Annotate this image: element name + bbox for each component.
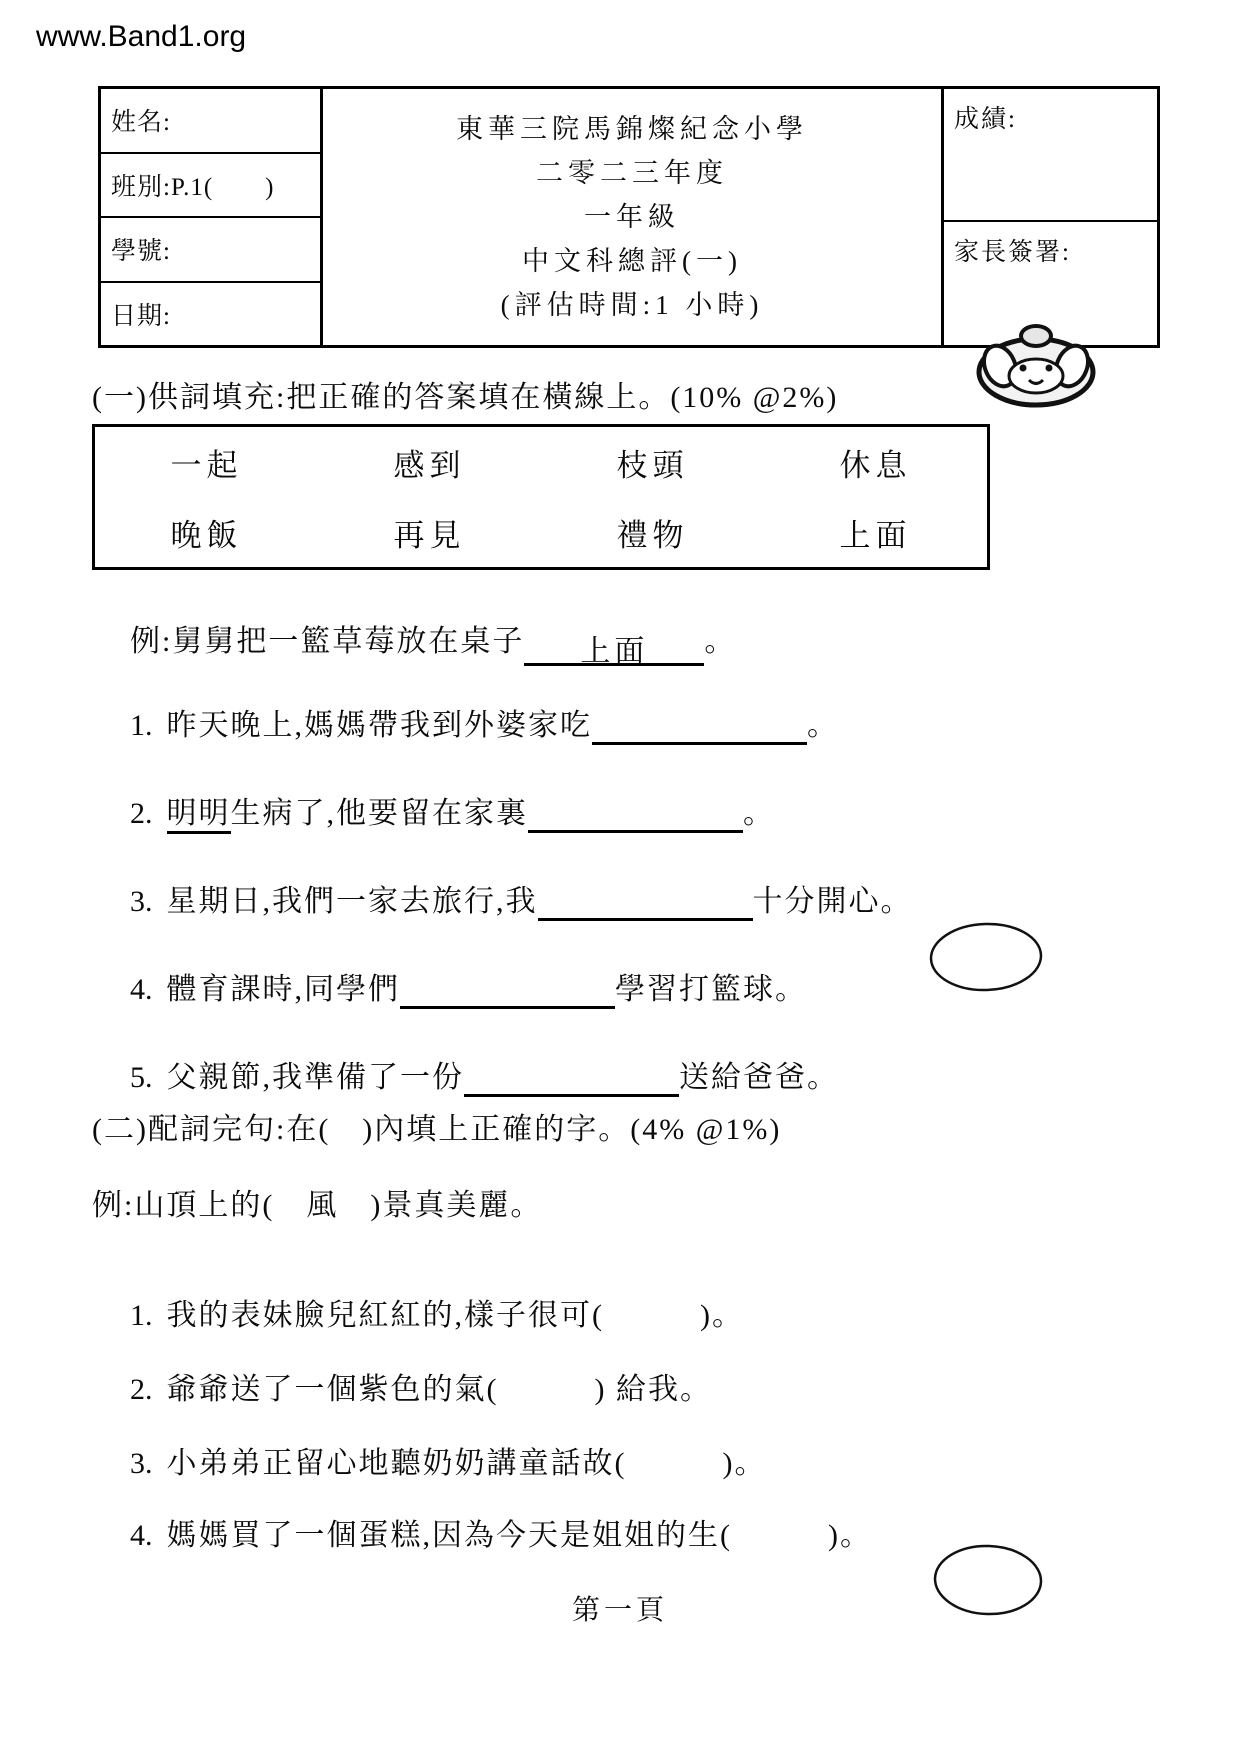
watermark-url: www.Band1.org <box>36 20 247 53</box>
question-text-before: 父親節,我準備了一份 <box>166 1061 464 1094</box>
question-text-before: 星期日,我們一家去旅行,我 <box>166 885 538 918</box>
word-bank-row <box>95 510 987 555</box>
question-text-after: 學習打籃球。 <box>615 973 807 1006</box>
question-text-before: 生病了,他要留在家裏 <box>230 797 528 830</box>
question-number: 2. <box>130 1373 153 1406</box>
example-sentence: 例:山頂上的( 風 )景真美麗。 <box>92 1189 543 1222</box>
question-number: 4. <box>130 973 153 1006</box>
word-bank-item: 休息 <box>839 447 912 483</box>
question-text-after: 送給爸爸。 <box>679 1061 839 1094</box>
grade-line: 一年級 <box>584 202 680 232</box>
question-number: 3. <box>130 1447 153 1480</box>
exam-title-line: 中文科總評(一) <box>522 246 742 276</box>
school-year-line: 二零二三年度 <box>536 158 728 188</box>
question-number: 1. <box>130 709 153 742</box>
example-label: 例: <box>130 625 173 658</box>
question-number: 1. <box>130 1299 153 1332</box>
answer-blank-line <box>400 969 615 1009</box>
answer-blank-line <box>528 793 743 833</box>
footer-page-number: 第一頁 <box>571 1595 668 1626</box>
class-field-label: 班別:P.1( ) <box>101 154 320 219</box>
question-number: 2. <box>130 797 153 830</box>
name-field-label: 姓名: <box>101 89 320 154</box>
student-number-field-label: 學號: <box>101 218 320 283</box>
question-number: 3. <box>130 885 153 918</box>
question-text-before: 體育課時,同學們 <box>166 973 400 1006</box>
question-text: 媽媽買了一個蛋糕,因為今天是姐姐的生( )。 <box>166 1519 872 1552</box>
question-text-after: 十分開心。 <box>752 885 913 918</box>
example-text-after: 。 <box>704 625 737 658</box>
answer-blank-line <box>538 881 753 921</box>
example-text-before: 舅舅把一籃草莓放在桌子 <box>172 625 525 658</box>
question-text: 爺爺送了一個紫色的氣( ) 給我。 <box>166 1373 712 1406</box>
section2-title: (二)配詞完句:在( )內填上正確的字。(4% @1%) <box>92 1113 782 1146</box>
word-bank <box>92 424 990 570</box>
question-number: 4. <box>130 1519 153 1552</box>
question-text-after: 。 <box>743 797 775 830</box>
underlined-name: 明明 <box>167 797 231 834</box>
marks-column <box>941 89 1157 345</box>
word-bank-item: 晚飯 <box>170 517 243 553</box>
answer-blank-line <box>464 1057 679 1097</box>
question-text-before: 昨天晚上,媽媽帶我到外婆家吃 <box>166 709 592 742</box>
question-text: 我的表妹臉兒紅紅的,樣子很可( )。 <box>166 1299 744 1332</box>
school-name-line: 東華三院馬錦燦紀念小學 <box>456 114 808 144</box>
word-bank-item: 上面 <box>839 517 912 553</box>
question-text-after: 。 <box>807 709 839 742</box>
section1-title: (一)供詞填充:把正確的答案填在橫線上。(10% @2%) <box>92 381 839 414</box>
school-info-column <box>323 89 941 345</box>
score-label: 成績: <box>944 89 1157 222</box>
word-bank-item: 禮物 <box>616 517 689 553</box>
word-bank-item: 再見 <box>393 517 466 553</box>
exam-duration-line: (評估時間:1 小時) <box>500 290 764 320</box>
word-bank-item: 一起 <box>170 447 243 483</box>
example-answer-blank: 上面 <box>524 626 704 666</box>
student-info-column <box>101 89 323 345</box>
parent-signature-label: 家長簽署: <box>954 239 1071 267</box>
hand-drawn-oval <box>926 918 1046 1001</box>
word-bank-item: 枝頭 <box>616 447 689 483</box>
word-bank-row <box>95 440 987 485</box>
header-table <box>98 86 1160 348</box>
date-field-label: 日期: <box>111 302 171 330</box>
word-bank-item: 感到 <box>393 447 466 483</box>
question-number: 5. <box>130 1061 153 1094</box>
answer-blank-line <box>592 705 807 745</box>
question-text: 小弟弟正留心地聽奶奶講童話故( )。 <box>166 1447 767 1480</box>
